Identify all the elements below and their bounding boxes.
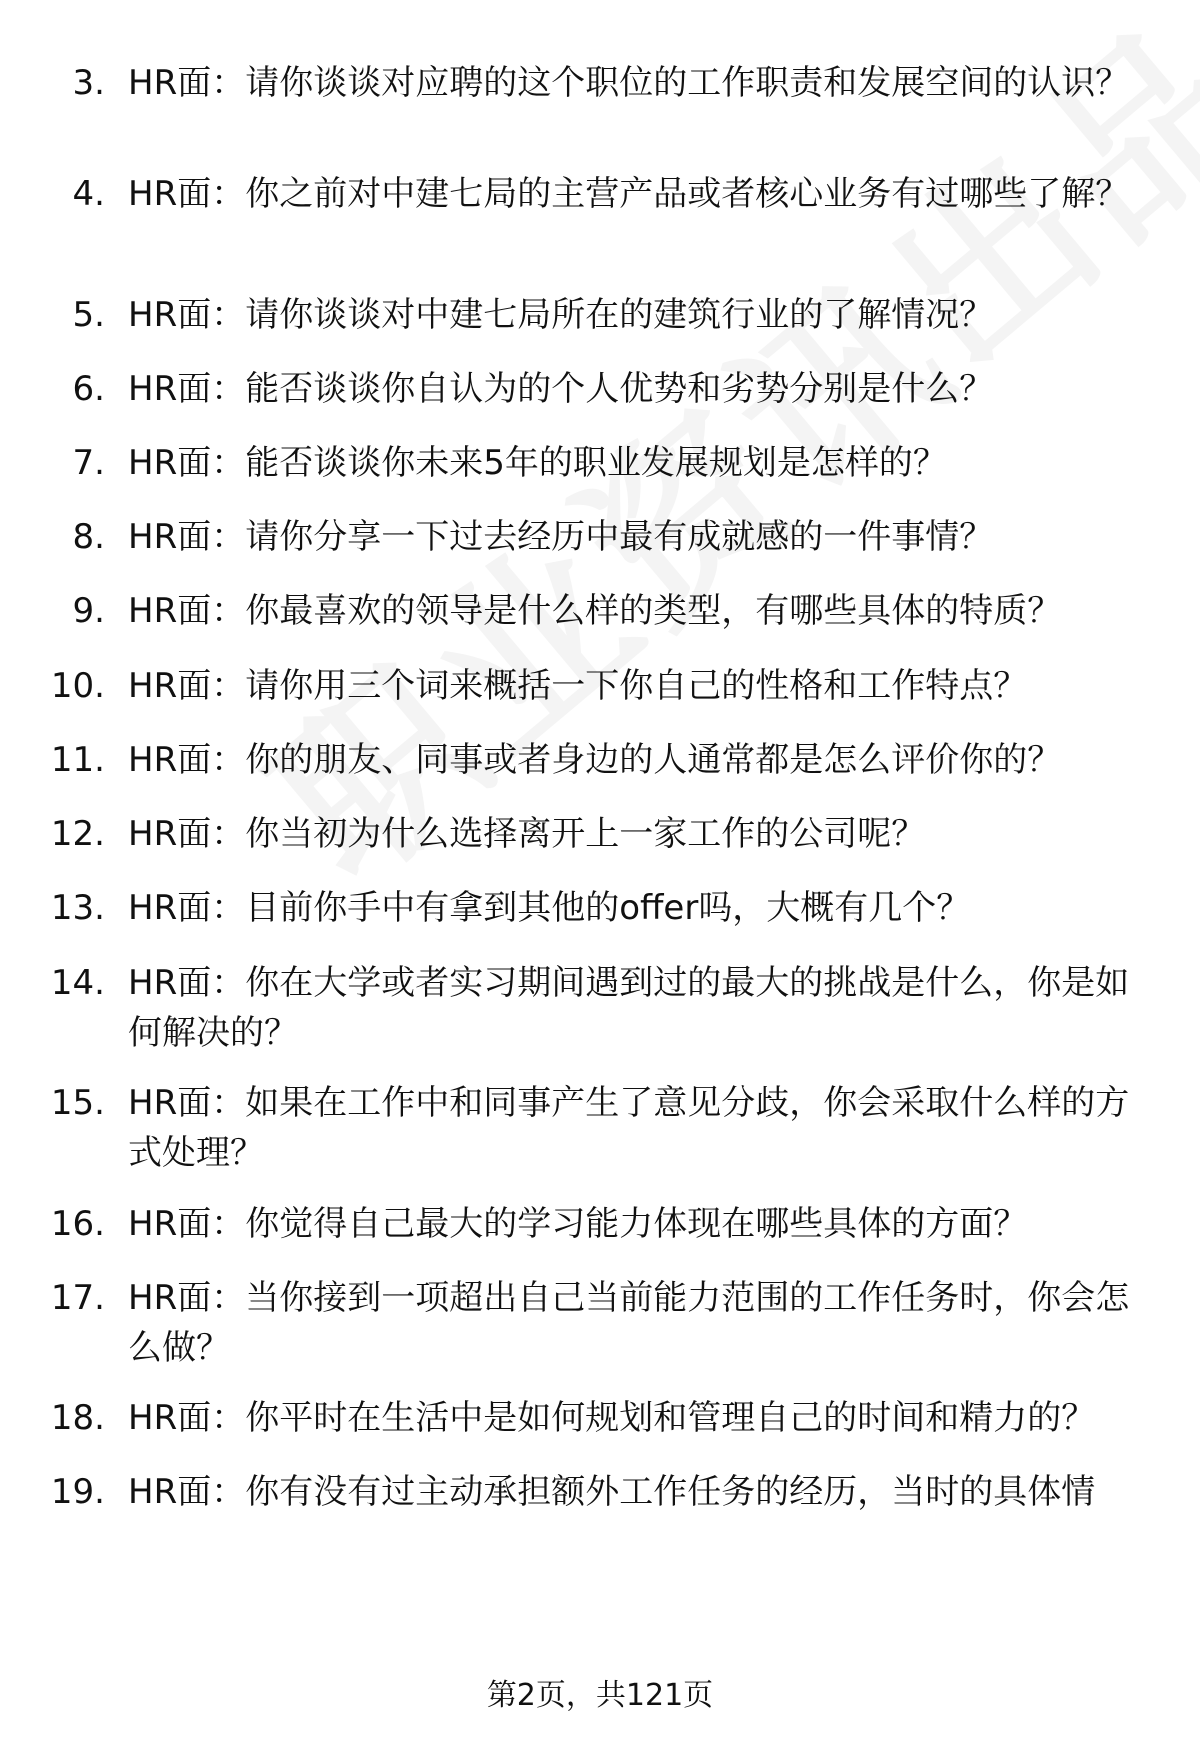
item-text: HR面：你有没有过主动承担额外工作任务的经历，当时的具体情 [128,1472,1096,1512]
item-number: 3. [72,63,105,103]
item-text: HR面：请你谈谈对应聘的这个职位的工作职责和发展空间的认识？ [128,63,1130,103]
item-text: HR面：如果在工作中和同事产生了意见分歧，你会采取什么样的方式处理？ [128,1083,1130,1173]
item-number: 9. [72,591,105,631]
item-number: 6. [72,369,105,409]
item-text: HR面：你当初为什么选择离开上一家工作的公司呢？ [128,814,926,854]
item-number: 13. [50,888,105,928]
item-text: HR面：你最喜欢的领导是什么样的类型，有哪些具体的特质？ [128,591,1062,631]
item-number: 12. [50,814,105,854]
item-text: HR面：目前你手中有拿到其他的offer吗，大概有几个？ [128,888,971,928]
item-text: HR面：请你分享一下过去经历中最有成就感的一件事情？ [128,517,994,557]
item-number: 7. [72,443,105,483]
item-text: HR面：请你谈谈对中建七局所在的建筑行业的了解情况？ [128,295,994,335]
item-number: 16. [50,1204,105,1244]
item-number: 19. [50,1472,105,1512]
item-text: HR面：你的朋友、同事或者身边的人通常都是怎么评价你的？ [128,740,1062,780]
item-number: 18. [50,1398,105,1438]
item-number: 4. [72,174,105,214]
item-number: 11. [50,740,105,780]
item-text: HR面：你平时在生活中是如何规划和管理自己的时间和精力的？ [128,1398,1096,1438]
item-text: HR面：你觉得自己最大的学习能力体现在哪些具体的方面？ [128,1204,1028,1244]
page-footer: 第2页，共121页 [486,1678,714,1713]
item-text: HR面：你之前对中建七局的主营产品或者核心业务有过哪些了解？ [128,174,1130,214]
item-number: 17. [50,1278,105,1318]
item-text: HR面：能否谈谈你未来5年的职业发展规划是怎样的？ [128,443,947,483]
item-text: HR面：当你接到一项超出自己当前能力范围的工作任务时，你会怎么做？ [128,1278,1130,1368]
item-text: HR面：你在大学或者实习期间遇到过的最大的挑战是什么，你是如何解决的？ [128,963,1130,1053]
item-number: 8. [72,517,105,557]
item-number: 15. [50,1083,105,1123]
item-text: HR面：请你用三个词来概括一下你自己的性格和工作特点？ [128,666,1028,706]
item-number: 10. [50,666,105,706]
item-text: HR面：能否谈谈你自认为的个人优势和劣势分别是什么？ [128,369,994,409]
item-number: 14. [50,963,105,1003]
item-number: 5. [72,295,105,335]
